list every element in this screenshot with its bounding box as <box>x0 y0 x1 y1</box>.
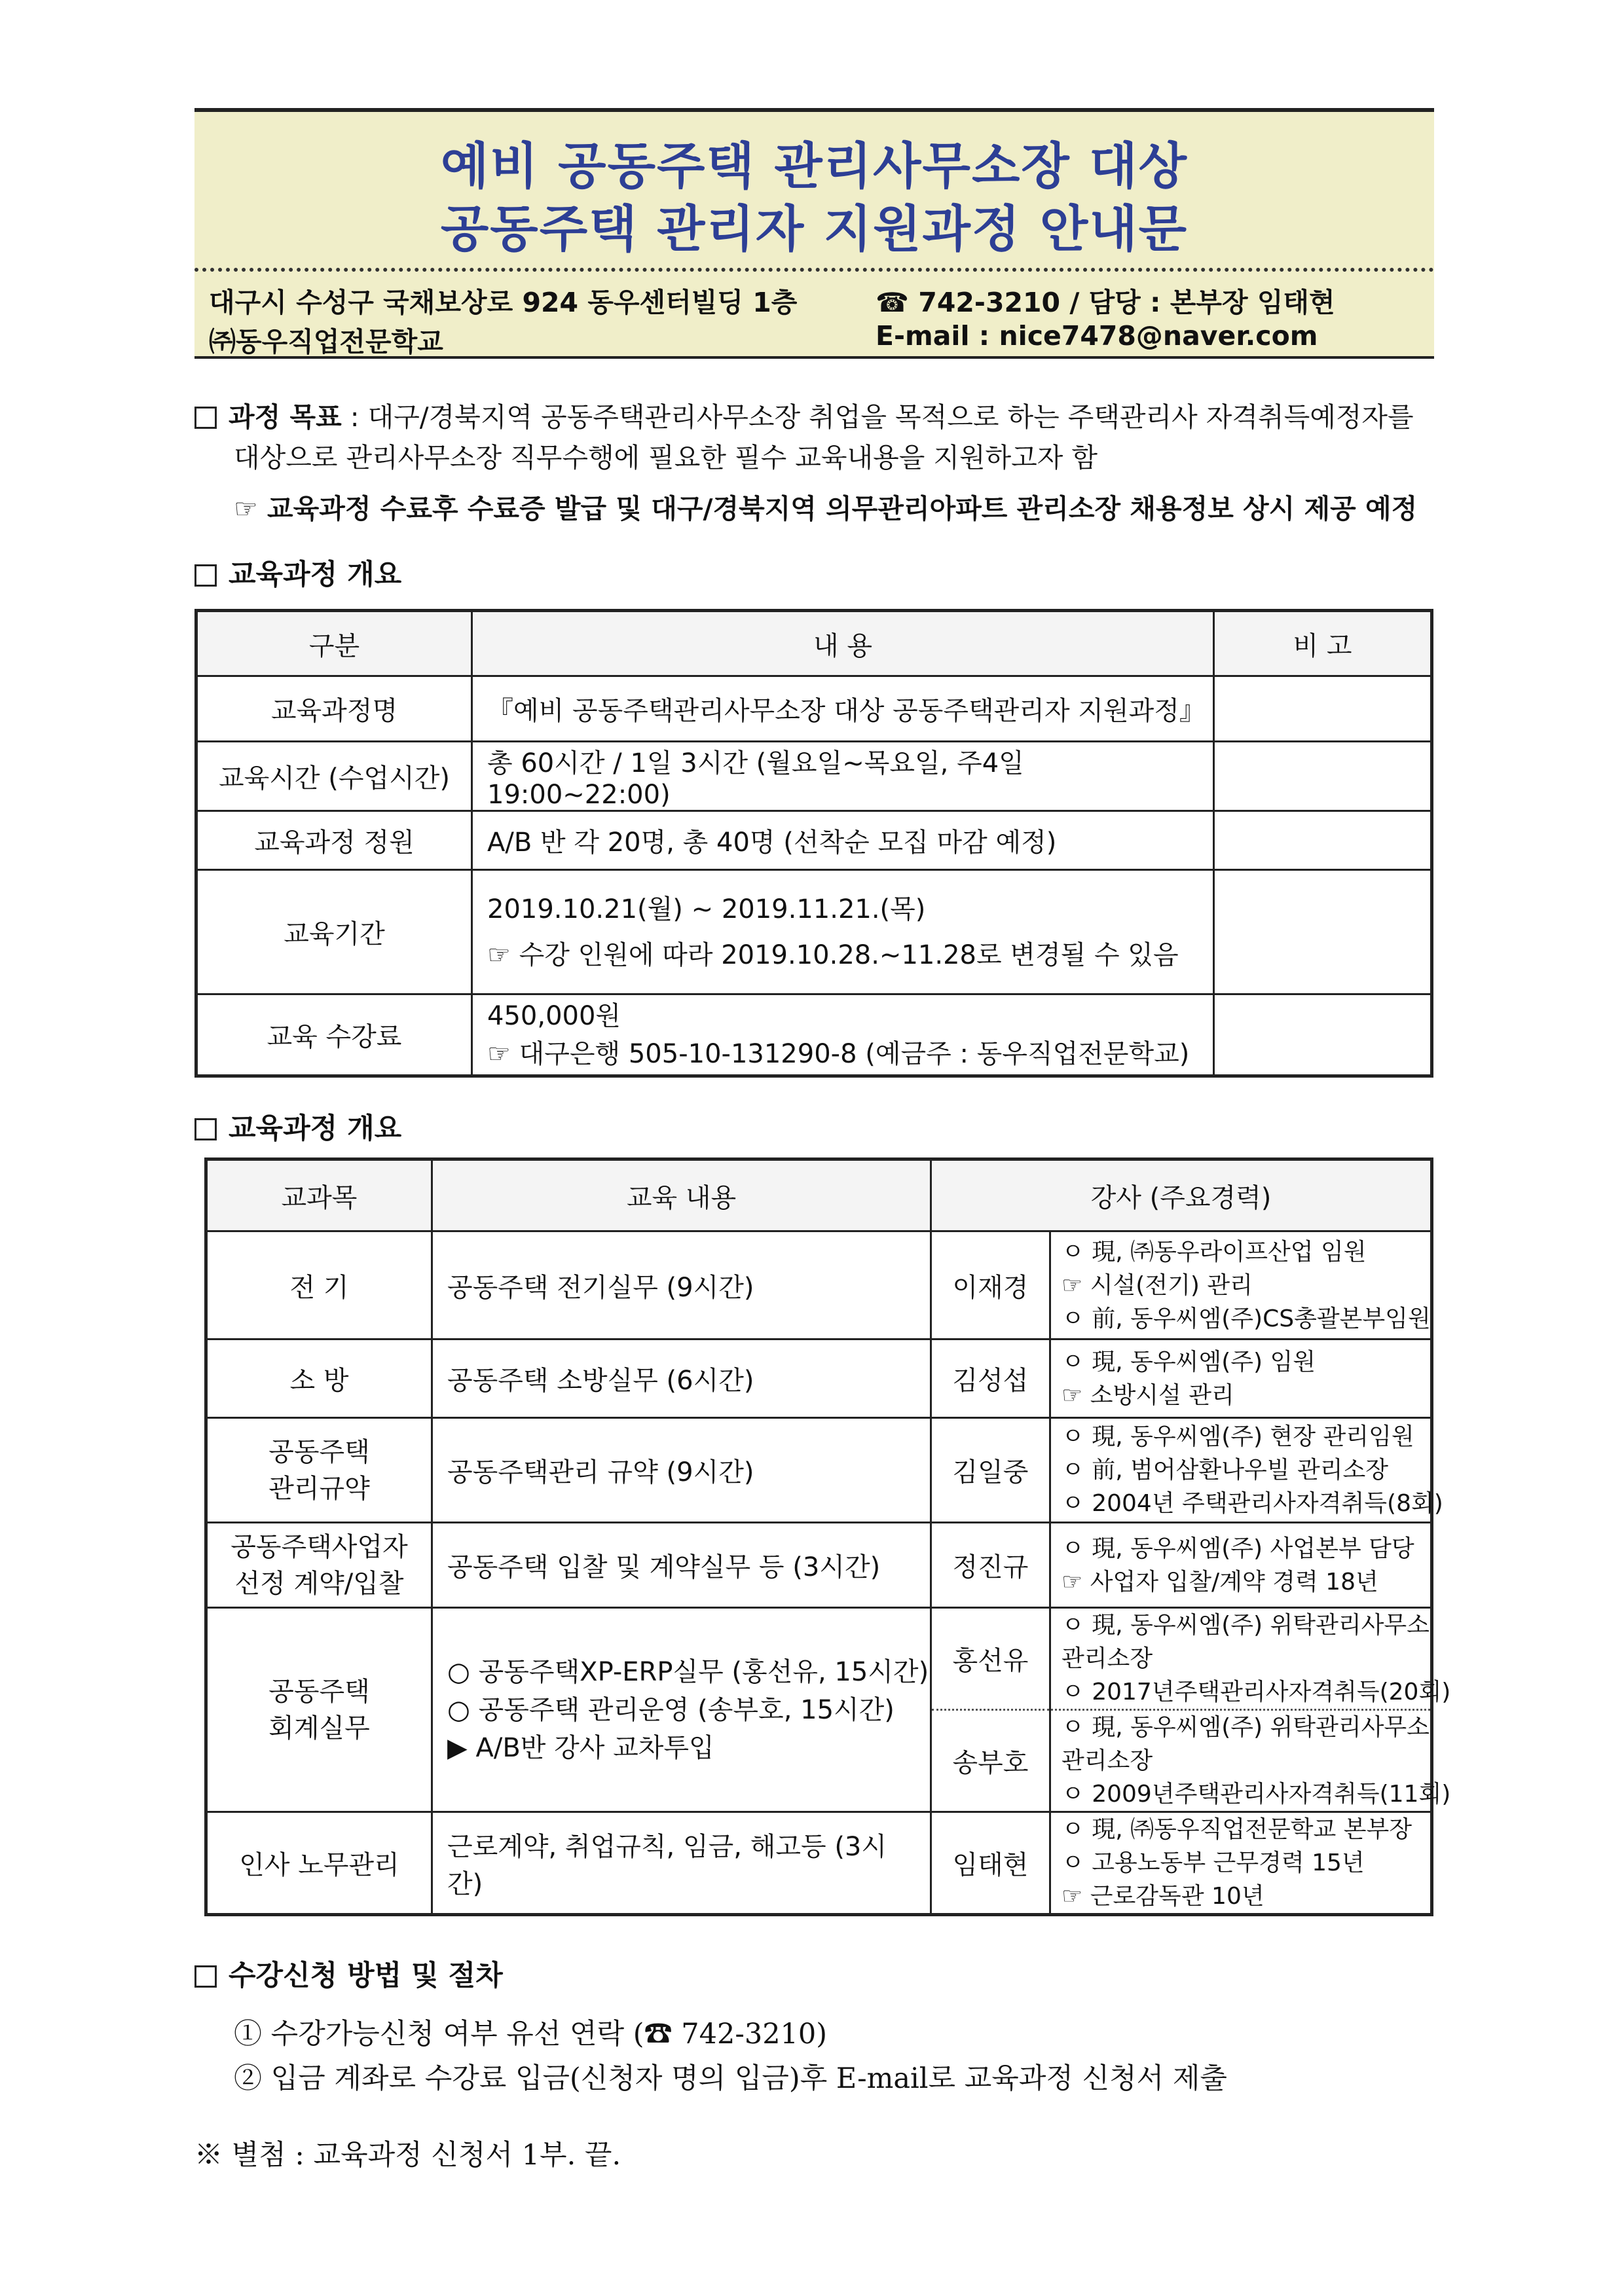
table-row <box>206 1418 1432 1523</box>
header-instructor: 강사 (주요경력) <box>931 1159 1432 1231</box>
instructor-name: 홍선유 <box>931 1608 1050 1710</box>
row-content <box>472 994 1214 1076</box>
content-cell: 공동주택 소방실무 (6시간) <box>432 1339 931 1418</box>
goal-text-2: 대상으로 관리사무소장 직무수행에 필요한 필수 교육내용을 지원하고자 함 <box>234 442 1098 473</box>
subject-cell: 인사 노무관리 <box>206 1812 432 1915</box>
title-line-2: 공동주택 관리자 지원과정 안내문 <box>440 200 1189 258</box>
row-label: 교육과정명 <box>196 676 472 742</box>
content-cell: ○ 공동주택XP-ERP실무 (홍선유, 15시간) ○ 공동주택 관리운영 (송부호, 15시간) ▶ A/B반 강사 교차투입 <box>432 1608 931 1812</box>
checkbox-icon <box>194 564 217 587</box>
school-name: ㈜동우직업전문학교 <box>209 326 443 357</box>
row-label: 교육과정 정원 <box>196 811 472 870</box>
table-row <box>196 742 1432 811</box>
apply-step-2: ② 입금 계좌로 수강료 입금(신청자 명의 입금)후 E-mail로 교육과정 신청서 제출 <box>234 2062 1227 2095</box>
title-line-1: 예비 공동주택 관리사무소장 대상 <box>440 137 1189 195</box>
row-content: 『예비 공동주택관리사무소장 대상 공동주택관리자 지원과정』 <box>472 676 1214 742</box>
subject-cell: 소 방 <box>206 1339 432 1418</box>
content-line: ☞ 수강 인원에 따라 2019.10.28.~11.28로 변경될 수 있음 <box>487 939 1179 970</box>
row-remark <box>1214 994 1432 1076</box>
instructor-name: 임태현 <box>931 1812 1050 1915</box>
career-cell: ㅇ 現, 동우씨엠(주) 위탁관리사무소 관리소장 ㅇ 2009년주택관리사자격취득(11회) <box>1050 1710 1432 1812</box>
content-cell: 공동주택 전기실무 (9시간) <box>432 1231 931 1339</box>
phone-contact: ☎ 742-3210 / 담당 : 본부장 임태현 <box>876 287 1335 318</box>
content-cell: 근로계약, 취업규칙, 임금, 해고등 (3시간) <box>432 1812 931 1915</box>
subject-cell: 공동주택 관리규약 <box>206 1418 432 1523</box>
row-label: 교육 수강료 <box>196 994 472 1076</box>
header-remarks: 비 고 <box>1214 611 1432 676</box>
curriculum-heading: 교육과정 개요 <box>194 1106 401 1146</box>
career-cell: ㅇ 現, ㈜동우라이프산업 임원 ☞ 시설(전기) 관리 ㅇ 前, 동우씨엠(주)CS총괄본부임원 <box>1050 1231 1432 1339</box>
header-subject: 교과목 <box>206 1159 432 1231</box>
dotted-divider <box>194 268 1434 272</box>
subject-cell: 공동주택 회계실무 <box>206 1608 432 1812</box>
content-line: 2019.10.21(월) ~ 2019.11.21.(목) <box>487 894 926 924</box>
header-content: 교육 내용 <box>432 1159 931 1231</box>
instructor-name: 이재경 <box>931 1231 1050 1339</box>
apply-heading: 수강신청 방법 및 절차 <box>194 1954 503 1994</box>
address: 대구시 수성구 국채보상로 924 동우센터빌딩 1층 <box>209 287 798 318</box>
curriculum-table <box>204 1157 1451 1916</box>
content-line: ☞ 대구은행 505-10-131290-8 (예금주 : 동우직업전문학교) <box>487 1038 1190 1069</box>
table-row <box>206 1523 1432 1608</box>
content-cell: 공동주택관리 규약 (9시간) <box>432 1418 931 1523</box>
row-remark <box>1214 811 1432 870</box>
subject-cell: 전 기 <box>206 1231 432 1339</box>
instructor-name: 송부호 <box>931 1710 1050 1812</box>
row-content: A/B 반 각 20명, 총 40명 (선착순 모집 마감 예정) <box>472 811 1214 870</box>
email-contact: E-mail : nice7478@naver.com <box>876 320 1318 352</box>
table-row <box>206 1608 1432 1710</box>
career-cell: ㅇ 現, 동우씨엠(주) 사업본부 담당 ☞ 사업자 입찰/계약 경력 18년 <box>1050 1523 1432 1608</box>
table-row <box>206 1231 1432 1339</box>
content-line: 450,000원 <box>487 1000 621 1031</box>
subject-cell: 공동주택사업자 선정 계약/입찰 <box>206 1523 432 1608</box>
header-content: 내 용 <box>472 611 1214 676</box>
overview-heading: 교육과정 개요 <box>194 553 401 592</box>
goal-line-1 <box>194 395 1414 434</box>
table-row <box>196 676 1432 742</box>
row-label: 교육기간 <box>196 870 472 994</box>
overview-table <box>194 609 1433 1078</box>
career-cell: ㅇ 現, ㈜동우직업전문학교 본부장 ㅇ 고용노동부 근무경력 15년 ☞ 근로감독관 10년 <box>1050 1812 1432 1915</box>
goal-note: ☞ 교육과정 수료후 수료증 발급 및 대구/경북지역 의무관리아파트 관리소장 채용정보 상시 제공 예정 <box>234 493 1418 524</box>
row-remark <box>1214 742 1432 811</box>
attachment-note: ※ 별첨 : 교육과정 신청서 1부. 끝. <box>194 2139 621 2172</box>
instructor-name: 김일중 <box>931 1418 1050 1523</box>
career-cell: ㅇ 現, 동우씨엠(주) 위탁관리사무소 관리소장 ㅇ 2017년주택관리사자격취득(20회) <box>1050 1608 1432 1710</box>
instructor-name: 정진규 <box>931 1523 1050 1608</box>
career-cell: ㅇ 現, 동우씨엠(주) 현장 관리임원 ㅇ 前, 범어삼환나우빌 관리소장 ㅇ 2004년 주택관리사자격취득(8회) <box>1050 1418 1432 1523</box>
apply-step-1: ① 수강가능신청 여부 유선 연락 (☎ 742-3210) <box>234 2018 828 2050</box>
goal-text-1: : 대구/경북지역 공동주택관리사무소장 취업을 목적으로 하는 주택관리사 자격취득예정자를 <box>341 401 1414 433</box>
document-header <box>194 108 1434 359</box>
checkbox-icon <box>194 1118 217 1140</box>
row-content <box>472 870 1214 994</box>
header-category: 구분 <box>196 611 472 676</box>
checkbox-icon <box>194 407 217 429</box>
table-row <box>196 994 1432 1076</box>
goal-heading: 과정 목표 <box>229 401 342 433</box>
checkbox-icon <box>194 1965 217 1988</box>
table-row <box>196 870 1432 994</box>
instructor-name: 김성섭 <box>931 1339 1050 1418</box>
table-row <box>206 1339 1432 1418</box>
row-label: 교육시간 (수업시간) <box>196 742 472 811</box>
row-remark <box>1214 870 1432 994</box>
content-cell: 공동주택 입찰 및 계약실무 등 (3시간) <box>432 1523 931 1608</box>
row-remark <box>1214 676 1432 742</box>
table-row <box>196 811 1432 870</box>
table-row <box>206 1812 1432 1915</box>
row-content: 총 60시간 / 1일 3시간 (월요일~목요일, 주4일 19:00~22:00) <box>472 742 1214 811</box>
career-cell: ㅇ 現, 동우씨엠(주) 임원 ☞ 소방시설 관리 <box>1050 1339 1432 1418</box>
